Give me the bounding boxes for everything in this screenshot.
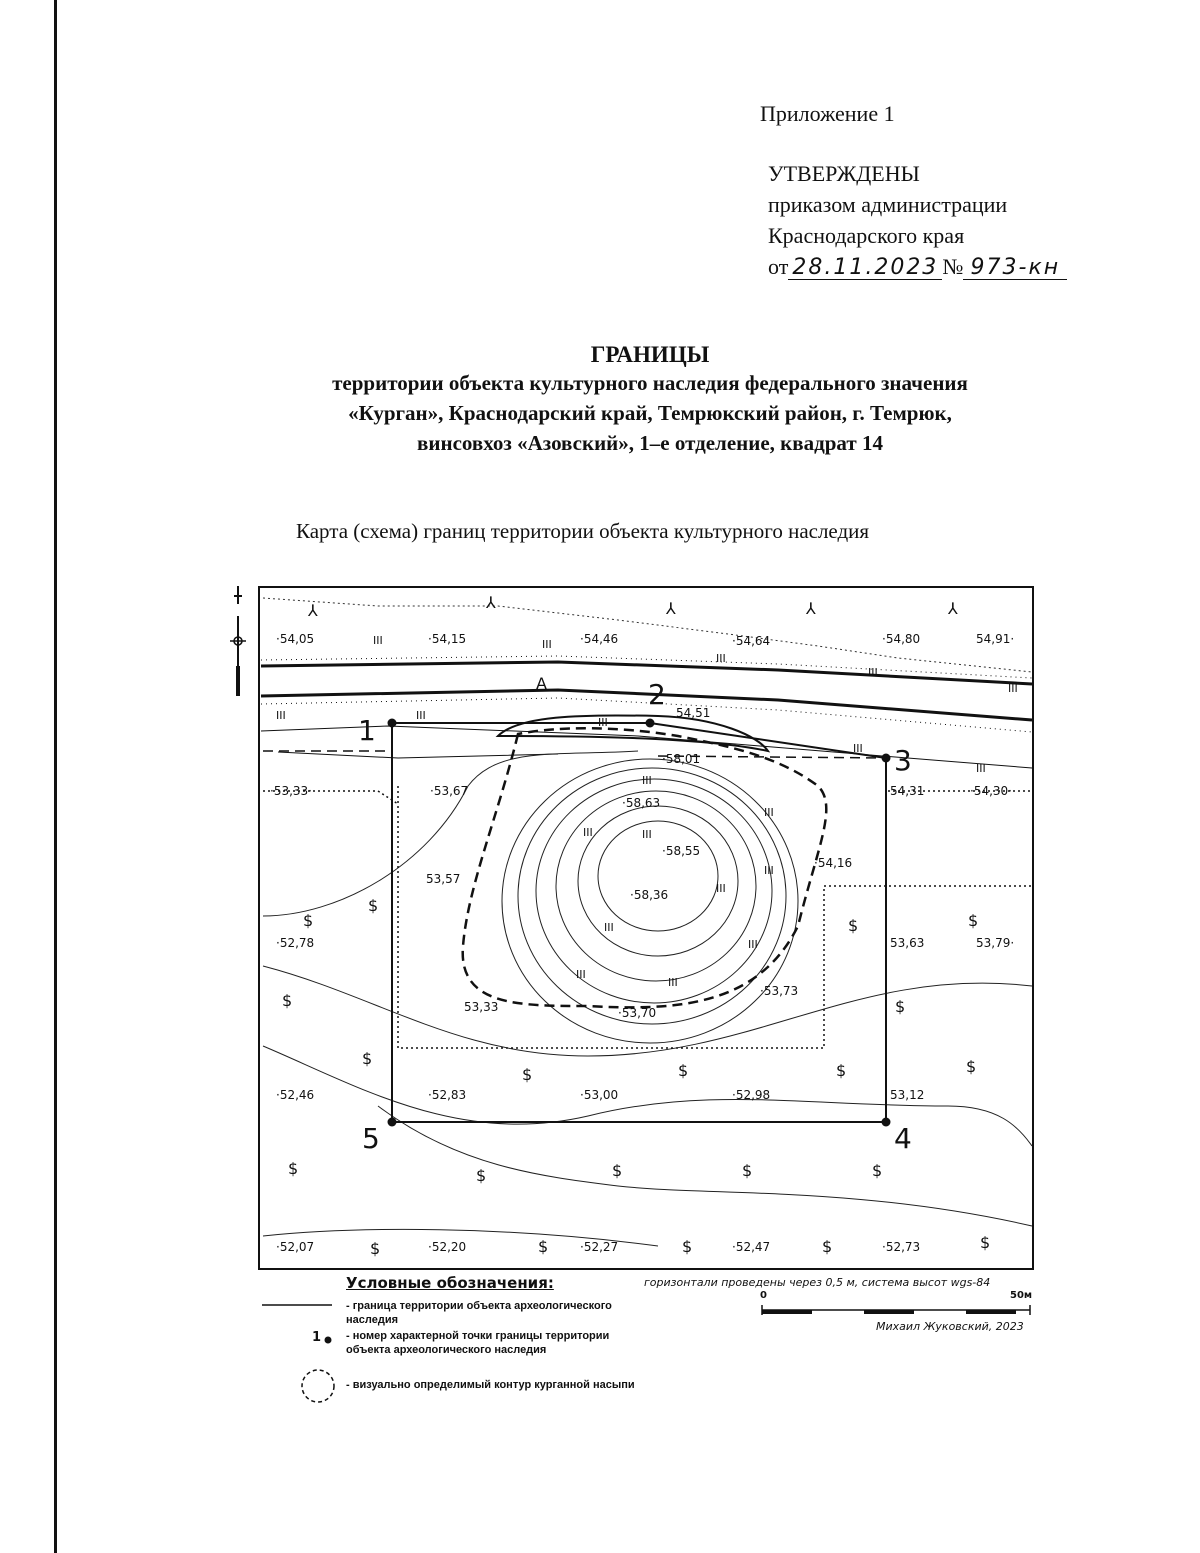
elevation-label: ·54,05 bbox=[276, 632, 315, 646]
svg-text:$: $ bbox=[822, 1237, 833, 1256]
elevation-label: ·52,27 bbox=[580, 1240, 619, 1254]
legend-mound-contour-icon bbox=[298, 1366, 338, 1406]
contour-note: горизонтали проведены через 0,5 м, система высот wgs-84 bbox=[644, 1276, 991, 1289]
elevation-label: ·58,63 bbox=[622, 796, 661, 810]
elevation-label: 53,63 bbox=[890, 936, 925, 950]
svg-text:III: III bbox=[604, 921, 614, 934]
approved-label: УТВЕРЖДЕНЫ bbox=[768, 161, 920, 186]
elevation-label: 53,33 bbox=[464, 1000, 499, 1014]
elevation-label: ·54,30· bbox=[970, 784, 1012, 798]
elevation-label: ·52,07 bbox=[276, 1240, 315, 1254]
svg-text:III: III bbox=[853, 742, 863, 755]
boundary-point-3-marker bbox=[882, 754, 891, 763]
svg-text:III: III bbox=[542, 638, 552, 651]
svg-text:$: $ bbox=[522, 1065, 533, 1084]
elevation-label: ·54,16 bbox=[814, 856, 853, 870]
order-number: 973-кн bbox=[963, 256, 1067, 280]
legend-item-2-line-2: объекта археологического наследия bbox=[346, 1344, 547, 1356]
north-arrow-icon bbox=[228, 586, 248, 698]
elevation-label: ·58,01 bbox=[662, 752, 701, 766]
boundary-point-2-label: 2 bbox=[648, 678, 666, 711]
scale-bar bbox=[760, 1304, 1032, 1318]
svg-text:⅄: ⅄ bbox=[806, 599, 816, 618]
legend-point-icon bbox=[323, 1335, 333, 1345]
order-date: 28.11.2023 bbox=[788, 256, 942, 280]
svg-text:$: $ bbox=[282, 991, 293, 1010]
elevation-label: ·53,00 bbox=[580, 1088, 619, 1102]
elevation-label: 53,12 bbox=[890, 1088, 925, 1102]
elevation-label: ·52,78 bbox=[276, 936, 315, 950]
svg-text:III: III bbox=[642, 774, 652, 787]
map-canvas bbox=[258, 586, 1034, 1270]
boundary-point-1-label: 1 bbox=[358, 714, 376, 747]
svg-text:⅄: ⅄ bbox=[308, 601, 318, 620]
svg-text:$: $ bbox=[476, 1166, 487, 1185]
boundary-point-4-label: 4 bbox=[894, 1122, 912, 1155]
svg-text:$: $ bbox=[368, 896, 379, 915]
elevation-label: ·58,55 bbox=[662, 844, 701, 858]
svg-text:III: III bbox=[748, 938, 758, 951]
svg-text:III: III bbox=[668, 976, 678, 989]
svg-text:$: $ bbox=[968, 911, 979, 930]
elevation-label: ·54,80 bbox=[882, 632, 921, 646]
svg-text:III: III bbox=[764, 806, 774, 819]
title-line-2: «Курган», Краснодарский край, Темрюкский район, г. Темрюк, bbox=[348, 401, 952, 425]
map-frame bbox=[258, 586, 1034, 1270]
elevation-label: ·53,70 bbox=[618, 1006, 657, 1020]
elevation-label: ·52,20 bbox=[428, 1240, 467, 1254]
svg-text:III: III bbox=[642, 828, 652, 841]
svg-text:III: III bbox=[373, 634, 383, 647]
number-prefix: № bbox=[942, 254, 964, 279]
svg-text:III: III bbox=[576, 968, 586, 981]
road-label: А bbox=[536, 674, 547, 693]
elevation-label: 53,79· bbox=[976, 936, 1015, 950]
boundary-point-4-marker bbox=[882, 1118, 891, 1127]
title-line-3: винсовхоз «Азовский», 1–е отделение, квадрат 14 bbox=[417, 431, 883, 455]
svg-text:III: III bbox=[276, 709, 286, 722]
order-date-line bbox=[768, 254, 1067, 280]
svg-text:III: III bbox=[1008, 682, 1018, 695]
boundary-point-2-marker bbox=[646, 719, 655, 728]
boundary-point-1-marker bbox=[388, 719, 397, 728]
date-prefix: от bbox=[768, 254, 789, 279]
map-author: Михаил Жуковский, 2023 bbox=[876, 1320, 1024, 1333]
legend-item-2-line-1: - номер характерной точки границы территории bbox=[346, 1330, 610, 1342]
svg-text:$: $ bbox=[836, 1061, 847, 1080]
svg-text:III: III bbox=[583, 826, 593, 839]
svg-text:$: $ bbox=[370, 1239, 381, 1258]
legend-title: Условные обозначения: bbox=[346, 1274, 554, 1292]
elevation-label: ·54,15 bbox=[428, 632, 467, 646]
elevation-label: ·52,47 bbox=[732, 1240, 771, 1254]
legend-item-1-line-2: наследия bbox=[346, 1314, 399, 1326]
svg-text:$: $ bbox=[895, 997, 906, 1016]
svg-text:III: III bbox=[598, 716, 608, 729]
elevation-label: ·53,73 bbox=[760, 984, 799, 998]
elevation-label: 54,91· bbox=[976, 632, 1015, 646]
svg-text:$: $ bbox=[980, 1233, 991, 1252]
elevation-label: 54,31 bbox=[890, 784, 925, 798]
title-line-1: территории объекта культурного наследия федерального значения bbox=[332, 371, 968, 395]
svg-text:III: III bbox=[416, 709, 426, 722]
boundary-point-5-marker bbox=[388, 1118, 397, 1127]
order-line-1: приказом администрации bbox=[768, 192, 1008, 217]
svg-text:⅄: ⅄ bbox=[486, 593, 496, 612]
svg-text:$: $ bbox=[848, 916, 859, 935]
scale-start-label: 0 bbox=[760, 1290, 767, 1301]
boundary-point-5-label: 5 bbox=[362, 1122, 380, 1155]
elevation-label: ·52,83 bbox=[428, 1088, 467, 1102]
legend-point-label: 1 bbox=[312, 1330, 322, 1345]
elevation-label: ·52,98 bbox=[732, 1088, 771, 1102]
legend-item-1-line-1: - граница территории объекта археологического bbox=[346, 1300, 612, 1312]
svg-text:⅄: ⅄ bbox=[666, 599, 676, 618]
svg-text:$: $ bbox=[872, 1161, 883, 1180]
boundary-point-3-label: 3 bbox=[894, 744, 912, 777]
legend-item-3-line-1: - визуально определимый контур курганной насыпи bbox=[346, 1379, 635, 1391]
order-line-2: Краснодарского края bbox=[768, 223, 965, 248]
map-caption: Карта (схема) границ территории объекта культурного наследия bbox=[296, 519, 870, 543]
svg-text:$: $ bbox=[303, 911, 314, 930]
svg-text:$: $ bbox=[362, 1049, 373, 1068]
svg-text:$: $ bbox=[612, 1161, 623, 1180]
svg-text:III: III bbox=[716, 882, 726, 895]
svg-text:III: III bbox=[868, 666, 878, 679]
elevation-label: ·54,46 bbox=[580, 632, 619, 646]
svg-text:III: III bbox=[976, 762, 986, 775]
svg-text:$: $ bbox=[966, 1057, 977, 1076]
scale-end-label: 50м bbox=[1010, 1290, 1033, 1301]
elevation-label: ·54,64 bbox=[732, 634, 771, 648]
elevation-label: ·52,73 bbox=[882, 1240, 921, 1254]
svg-text:⅄: ⅄ bbox=[948, 599, 958, 618]
elevation-label: 53,57 bbox=[426, 872, 461, 886]
svg-text:III: III bbox=[764, 864, 774, 877]
legend-boundary-line-icon bbox=[262, 1302, 332, 1308]
elevation-label: ·58,36 bbox=[630, 888, 669, 902]
svg-text:$: $ bbox=[682, 1237, 693, 1256]
svg-text:$: $ bbox=[678, 1061, 689, 1080]
elevation-label: ·52,46 bbox=[276, 1088, 315, 1102]
svg-text:$: $ bbox=[742, 1161, 753, 1180]
appendix-label: Приложение 1 bbox=[760, 101, 895, 126]
svg-text:III: III bbox=[716, 652, 726, 665]
binding-edge-line bbox=[54, 0, 57, 1553]
elevation-label: ·53,67 bbox=[430, 784, 469, 798]
elevation-label: 54,51 bbox=[676, 706, 711, 720]
elevation-label: ·53,33· bbox=[270, 784, 312, 798]
svg-text:$: $ bbox=[288, 1159, 299, 1178]
page-title: ГРАНИЦЫ bbox=[590, 342, 710, 367]
svg-text:$: $ bbox=[538, 1237, 549, 1256]
